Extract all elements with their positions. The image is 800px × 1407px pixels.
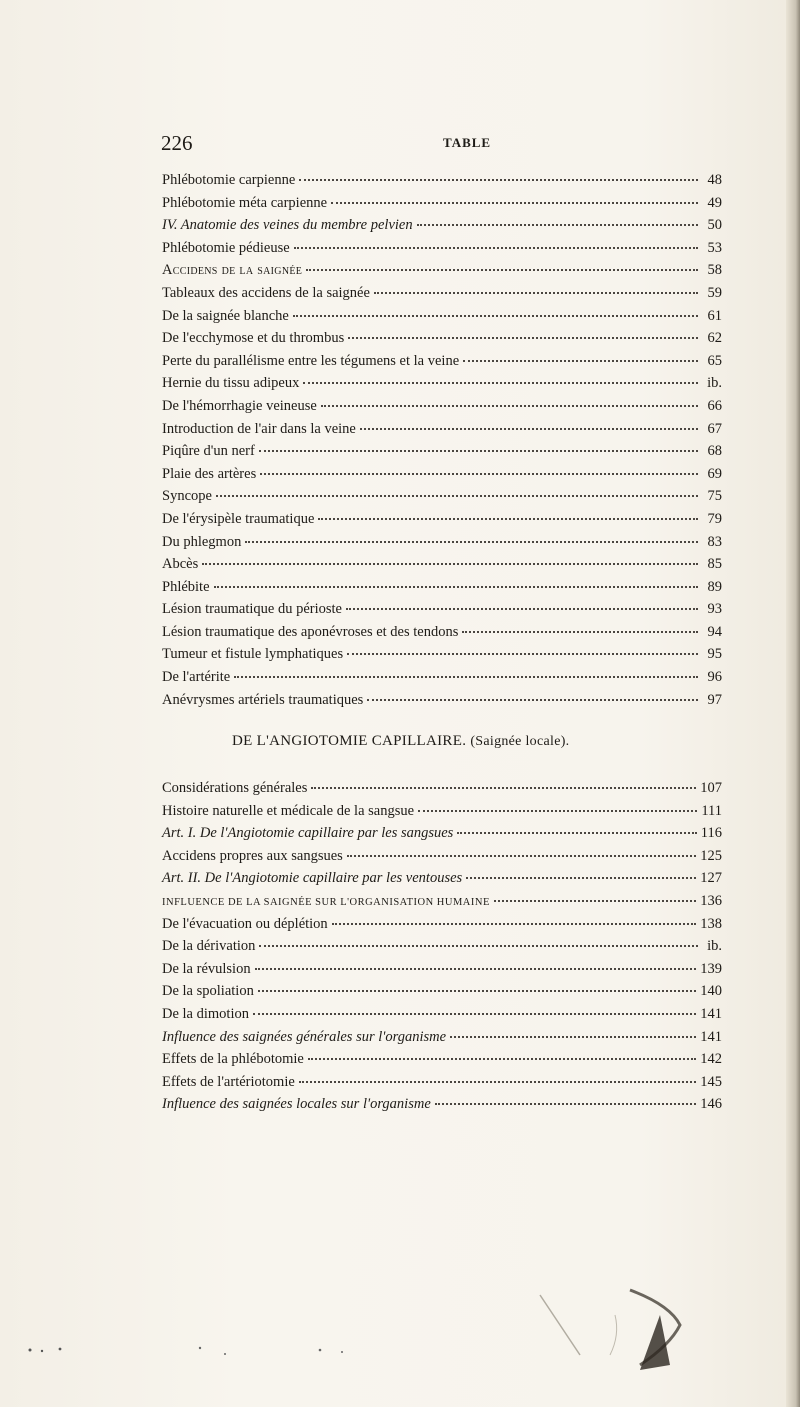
- toc-entry-title: De la saignée blanche: [162, 307, 289, 324]
- toc-entry: [162, 800, 722, 823]
- toc-entry-title: Lésion traumatique du périoste: [162, 601, 342, 618]
- dot-leader: [253, 1013, 696, 1015]
- toc-entry-title: De la spoliation: [162, 983, 254, 1000]
- toc-entry-page: 66: [707, 397, 722, 414]
- section-heading: [232, 733, 732, 750]
- toc-entry-title: Phlébotomie pédieuse: [162, 239, 290, 256]
- dot-leader: [260, 473, 698, 475]
- toc-entry-title: Phlébotomie carpienne: [162, 172, 296, 188]
- toc-entry-page: 141: [700, 1028, 722, 1045]
- dot-leader: [259, 945, 698, 947]
- toc-entry-page: 53: [707, 239, 722, 256]
- toc-entry-title: Considérations générales: [162, 780, 308, 796]
- toc-entry-title: De la dimotion: [162, 1005, 249, 1022]
- toc-entry-title: Influence des saignées locales sur l'organisme: [162, 1096, 431, 1113]
- dot-leader: [321, 405, 698, 407]
- toc-entry-page: 125: [700, 847, 722, 864]
- toc-entry: [162, 643, 722, 666]
- toc-entry-page: 96: [707, 669, 722, 686]
- toc-entry: [162, 845, 722, 868]
- page-gutter-shadow: [786, 0, 800, 1407]
- toc-entry-title: Lésion traumatique des aponévroses et des tendons: [162, 623, 459, 640]
- toc-entry-title: Histoire naturelle et médicale de la sangsue: [162, 802, 415, 819]
- toc-entry-page: 59: [707, 284, 722, 301]
- dot-leader: [367, 699, 698, 701]
- dot-leader: [331, 202, 698, 204]
- dot-leader: [255, 968, 697, 970]
- dot-leader: [308, 1058, 696, 1060]
- dot-leader: [311, 787, 696, 789]
- toc-entry: [162, 867, 722, 890]
- toc-entry: [162, 395, 722, 418]
- toc-entry: [162, 689, 722, 712]
- toc-entry-page: ib.: [707, 938, 722, 955]
- dot-leader: [417, 224, 698, 226]
- toc-entry-page: 138: [700, 915, 722, 932]
- toc-entry-title: Accidens propres aux sangsues: [162, 847, 343, 864]
- toc-entry: [162, 598, 722, 621]
- dot-leader: [462, 631, 698, 633]
- toc-entry-page: 48: [707, 172, 722, 188]
- toc-entry-page: 146: [700, 1096, 722, 1113]
- dot-leader: [214, 586, 698, 588]
- toc-entry-page: 94: [707, 623, 722, 640]
- toc-entry: [162, 553, 722, 576]
- toc-entry: [162, 508, 722, 531]
- dot-leader: [318, 518, 698, 520]
- dot-leader: [293, 315, 698, 317]
- toc-entry-page: 140: [700, 983, 722, 1000]
- dot-leader: [435, 1103, 696, 1105]
- toc-entry: [162, 1048, 722, 1071]
- dot-leader: [347, 855, 696, 857]
- dot-leader: [374, 292, 698, 294]
- toc-entry-title: Piqûre d'un nerf: [162, 443, 255, 460]
- ink-smudge-marks: [520, 1285, 800, 1375]
- toc-entry-title: Art. II. De l'Angiotomie capillaire par les ventouses: [162, 870, 463, 887]
- dot-leader: [299, 179, 698, 181]
- toc-entry: [162, 1071, 722, 1094]
- toc-entry-page: 107: [700, 780, 722, 796]
- toc-entry-title: Plaie des artères: [162, 465, 257, 482]
- toc-entry-page: 83: [707, 533, 722, 550]
- page-header: [161, 131, 721, 157]
- toc-entry-page: 95: [707, 646, 722, 663]
- dot-leader: [360, 428, 698, 430]
- toc-entry: [162, 282, 722, 305]
- toc-entry-title: IV. Anatomie des veines du membre pelvien: [162, 217, 413, 234]
- toc-entry-page: 139: [700, 960, 722, 977]
- toc-entry-title: De l'artérite: [162, 669, 231, 686]
- toc-entry-page: 67: [707, 420, 722, 437]
- toc-entry-title: Hernie du tissu adipeux: [162, 375, 300, 392]
- table-of-contents-part-1: [162, 169, 722, 711]
- toc-entry-title: De l'érysipèle traumatique: [162, 510, 315, 527]
- dot-leader: [347, 653, 698, 655]
- toc-entry: [162, 214, 722, 237]
- toc-entry: [162, 777, 722, 800]
- toc-entry: [162, 327, 722, 350]
- toc-entry-title: Effets de la phlébotomie: [162, 1051, 304, 1068]
- toc-entry: [162, 259, 722, 282]
- toc-entry: [162, 666, 722, 689]
- toc-entry-page: 49: [707, 194, 722, 211]
- toc-entry-title: Tableaux des accidens de la saignée: [162, 284, 370, 301]
- dot-leader: [294, 247, 698, 249]
- page-number: 226: [161, 131, 193, 155]
- dot-leader: [450, 1036, 696, 1038]
- toc-entry-page: 61: [707, 307, 722, 324]
- toc-entry: [162, 1093, 722, 1116]
- toc-entry: [162, 935, 722, 958]
- toc-entry: [162, 192, 722, 215]
- toc-entry-title: Effets de l'artériotomie: [162, 1073, 295, 1090]
- toc-entry-page: 68: [707, 443, 722, 460]
- dot-leader: [299, 1081, 696, 1083]
- dot-leader: [259, 450, 698, 452]
- dot-leader: [245, 541, 698, 543]
- dot-leader: [332, 923, 697, 925]
- dot-leader: [258, 990, 696, 992]
- toc-entry-title: Influence des saignées générales sur l'organisme: [162, 1028, 447, 1045]
- dot-leader: [202, 563, 698, 565]
- toc-entry: [162, 576, 722, 599]
- toc-entry: [162, 621, 722, 644]
- toc-entry-title: Anévrysmes artériels traumatiques: [162, 691, 364, 708]
- toc-entry-page: 141: [700, 1005, 722, 1022]
- toc-entry-title: Art. I. De l'Angiotomie capillaire par les sangsues: [162, 825, 454, 842]
- toc-entry: [162, 237, 722, 260]
- toc-entry-page: 79: [707, 510, 722, 527]
- dot-leader: [457, 832, 696, 834]
- toc-entry-page: 69: [707, 465, 722, 482]
- toc-entry-title: Syncope: [162, 488, 212, 505]
- toc-entry: [162, 440, 722, 463]
- toc-entry-page: 127: [700, 870, 722, 887]
- toc-entry-page: 75: [707, 488, 722, 505]
- dot-leader: [234, 676, 698, 678]
- dot-leader: [306, 269, 698, 271]
- toc-entry: [162, 305, 722, 328]
- toc-entry-page: 142: [700, 1051, 722, 1068]
- toc-entry-page: 145: [700, 1073, 722, 1090]
- toc-entry: [162, 980, 722, 1003]
- section-subtitle: (Saignée locale).: [470, 734, 570, 749]
- toc-entry: [162, 1026, 722, 1049]
- toc-entry-title: Introduction de l'air dans la veine: [162, 420, 356, 437]
- toc-entry-title: Phlébite: [162, 578, 210, 595]
- toc-entry: [162, 463, 722, 486]
- dot-leader: [346, 608, 698, 610]
- dot-leader: [418, 810, 697, 812]
- toc-entry-page: 93: [707, 601, 722, 618]
- dot-leader: [463, 360, 698, 362]
- dot-leader: [466, 877, 696, 879]
- toc-entry: [162, 350, 722, 373]
- print-specks: [20, 1330, 380, 1370]
- toc-entry-title: Accidens de la saignée: [162, 262, 303, 279]
- toc-entry-title: INFLUENCE DE LA SAIGNÉE SUR L'ORGANISATION HUMAINE: [162, 896, 490, 908]
- toc-entry-page: 50: [707, 217, 722, 234]
- toc-entry-page: 136: [700, 892, 722, 909]
- toc-entry-title: Phlébotomie méta carpienne: [162, 194, 328, 211]
- toc-entry-title: Tumeur et fistule lymphatiques: [162, 646, 344, 663]
- toc-entry: [162, 372, 722, 395]
- dot-leader: [303, 382, 698, 384]
- toc-entry-page: 111: [701, 802, 722, 819]
- toc-entry: [162, 890, 722, 913]
- dot-leader: [348, 337, 698, 339]
- toc-entry: [162, 418, 722, 441]
- toc-entry-page: 116: [700, 825, 722, 842]
- toc-entry-page: 62: [707, 330, 722, 347]
- toc-entry-title: Du phlegmon: [162, 533, 242, 550]
- toc-entry-title: De l'ecchymose et du thrombus: [162, 330, 345, 347]
- toc-entry: [162, 822, 722, 845]
- toc-entry-title: De l'évacuation ou déplétion: [162, 915, 328, 932]
- dot-leader: [216, 495, 698, 497]
- toc-entry-page: 85: [707, 556, 722, 573]
- toc-entry: [162, 1003, 722, 1026]
- toc-entry: [162, 169, 722, 192]
- dot-leader: [494, 900, 696, 902]
- toc-entry-title: Perte du parallélisme entre les tégumens et la veine: [162, 352, 460, 369]
- toc-entry: [162, 958, 722, 981]
- toc-entry-title: De la révulsion: [162, 960, 251, 977]
- toc-entry-page: 65: [707, 352, 722, 369]
- toc-entry: [162, 913, 722, 936]
- running-title: TABLE: [443, 135, 492, 150]
- toc-entry: [162, 531, 722, 554]
- table-of-contents-part-2: [162, 777, 722, 1116]
- toc-entry-page: ib.: [707, 375, 722, 392]
- toc-entry: [162, 485, 722, 508]
- toc-entry-page: 58: [707, 262, 722, 279]
- toc-entry-title: Abcès: [162, 556, 199, 573]
- toc-entry-page: 97: [707, 691, 722, 708]
- toc-entry-page: 89: [707, 578, 722, 595]
- toc-entry-title: De l'hémorrhagie veineuse: [162, 397, 317, 414]
- section-title: DE L'ANGIOTOMIE CAPILLAIRE.: [232, 733, 467, 749]
- toc-entry-title: De la dérivation: [162, 938, 256, 955]
